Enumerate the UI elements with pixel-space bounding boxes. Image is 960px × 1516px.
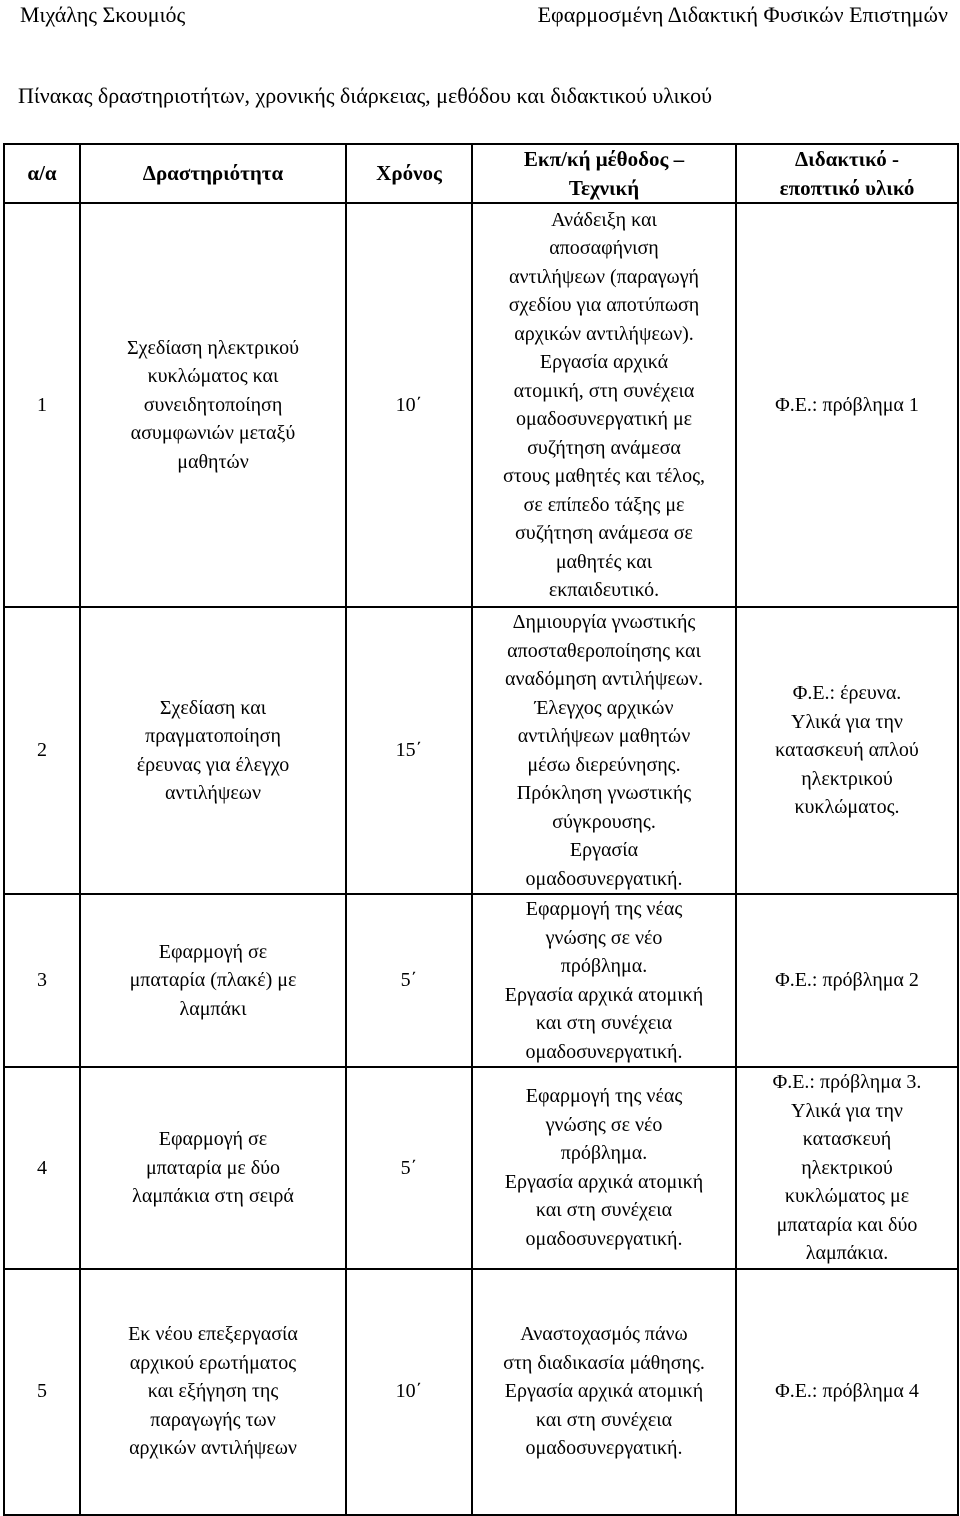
activity-line: Σχεδίαση ηλεκτρικού [126,336,299,359]
header-activity: Δραστηριότητα [80,144,346,203]
method-line: ομαδοσυνεργατική. [525,1227,683,1250]
activity-line: κυκλώματος και [147,365,279,388]
activity-line: συνειδητοποίηση [143,393,283,416]
material-line: Υλικά για την [791,710,903,733]
method-line: Εργασία [569,839,639,861]
cell-num: 4 [4,1067,80,1269]
method-line: Δημιουργία γνωστικής [512,611,696,633]
cell-activity [80,203,346,607]
material-line: Φ.Ε.: πρόβλημα 2 [775,969,919,992]
cell-time: 15΄ [346,607,472,894]
header-material-line2: εποπτικό υλικό [779,175,915,200]
method-line: πρόβλημα. [560,955,648,977]
activity-line: ασυμφωνιών μεταξύ [130,422,296,445]
material-line: Φ.Ε.: πρόβλημα 3. [772,1071,922,1093]
activity-line: πραγματοποίηση [145,725,281,747]
header-material-line1: Διδακτικό - [795,147,899,171]
cell-time: 5΄ [346,894,472,1067]
method-line: ομαδοσυνεργατική. [525,1040,683,1063]
method-line: σε επίπεδο τάξης με [523,493,685,516]
activity-line: μαθητών [177,450,249,473]
cell-time: 10΄ [346,203,472,607]
material-line: ηλεκτρικού [801,767,893,790]
cell-time: 10΄ [346,1269,472,1515]
cell-method [472,203,736,607]
method-line: Έλεγχος αρχικών [534,696,674,719]
cell-material [736,607,958,894]
method-line: γνώσης σε νέο [545,926,663,949]
method-line: Εργασία αρχικά ατομική [504,1380,704,1403]
header-num: α/α [4,144,80,203]
method-line: εκπαιδευτικό. [548,579,660,601]
method-line: μαθητές και [555,550,653,573]
method-line: αποσαφήνιση [549,237,659,259]
method-line: Πρόκληση γνωστικής [516,782,692,804]
method-line: σχεδίου για αποτύπωση [508,294,700,316]
cell-method [472,607,736,894]
method-line: αντιλήψεων (παραγωγή [508,265,700,288]
header-material [736,144,958,203]
cell-method [472,894,736,1067]
activity-line: Εφαρμογή σε [158,1128,268,1150]
table-header-row [4,144,958,203]
method-line: πρόβλημα. [560,1142,648,1165]
method-line: σύγκρουσης. [552,810,656,833]
material-line: Φ.Ε.: πρόβλημα 1 [775,393,919,416]
method-line: Εργασία αρχικά [539,351,669,373]
activity-line: έρευνας για έλεγχο [136,753,290,776]
cell-method [472,1067,736,1269]
material-line: κατασκευή [802,1128,892,1150]
table-caption: Πίνακας δραστηριοτήτων, χρονικής διάρκειας, μεθόδου και διδακτικού υλικού [18,83,713,108]
activity-line: παραγωγής των [150,1408,276,1431]
material-line: μπαταρία και δύο [776,1213,918,1236]
table-row [4,894,958,1067]
author-name: Μιχάλης Σκουμιός [20,2,186,27]
activity-line: λαμπάκια στη σειρά [132,1185,294,1207]
table-row [4,1067,958,1269]
cell-material [736,1269,958,1515]
method-line: Εργασία αρχικά ατομική [504,983,704,1006]
header-method [472,144,736,203]
material-line: Φ.Ε.: έρευνα. [792,682,902,705]
method-line: αρχικών αντιλήψεων). [514,322,694,345]
activity-line: λαμπάκι [179,997,247,1020]
method-line: και στη συνέχεια [535,1012,673,1034]
cell-num: 3 [4,894,80,1067]
activity-line: αντιλήψεων [164,782,262,804]
cell-method [472,1269,736,1515]
method-line: ομαδοσυνεργατική με [515,408,693,430]
material-line: Φ.Ε.: πρόβλημα 4 [775,1380,919,1403]
activity-line: Σχεδίαση και [159,696,267,719]
material-line: λαμπάκια. [805,1242,889,1264]
cell-activity [80,1269,346,1515]
material-line: κυκλώματος. [794,796,900,819]
method-line: και στη συνέχεια [535,1199,673,1222]
activity-line: μπαταρία (πλακέ) με [129,969,297,992]
cell-num: 1 [4,203,80,607]
header-method-line1: Εκπ/κή μέθοδος – [523,147,685,171]
cell-material [736,894,958,1067]
method-line: Ανάδειξη και [551,208,657,231]
method-line: γνώσης σε νέο [545,1113,663,1136]
header-time: Χρόνος [346,144,472,203]
method-line: αντιλήψεων μαθητών [517,725,691,747]
method-line: αναδόμηση αντιλήψεων. [505,668,703,690]
method-line: ομαδοσυνεργατική. [525,867,683,890]
header-method-line2: Τεχνική [568,175,640,200]
material-line: ηλεκτρικού [801,1156,893,1179]
method-line: συζήτηση ανάμεσα [527,436,681,459]
method-line: μέσω διερεύνησης. [527,753,681,776]
table-row [4,203,958,607]
material-line: Υλικά για την [791,1099,903,1122]
cell-material [736,203,958,607]
activity-line: και εξήγηση της [147,1380,279,1403]
activities-table [3,143,959,1516]
cell-activity [80,1067,346,1269]
method-line: αποσταθεροποίησης και [507,639,701,662]
method-line: στη διαδικασία μάθησης. [503,1351,705,1374]
method-line: Αναστοχασμός πάνω [520,1323,688,1346]
cell-num: 2 [4,607,80,894]
method-line: Εργασία αρχικά ατομική [504,1170,704,1193]
method-line: Εφαρμογή της νέας [525,1085,683,1108]
cell-num: 5 [4,1269,80,1515]
cell-activity [80,607,346,894]
activity-line: αρχικού ερωτήματος [129,1351,297,1374]
method-line: στους μαθητές και τέλος, [502,465,706,487]
table-row [4,1269,958,1515]
method-line: ατομική, στη συνέχεια [513,379,695,402]
activity-line: μπαταρία με δύο [145,1156,281,1179]
method-line: συζήτηση ανάμεσα σε [515,522,693,544]
method-line: ομαδοσυνεργατική. [525,1437,683,1460]
activity-line: Εφαρμογή σε [158,940,268,963]
table-row [4,607,958,894]
cell-material [736,1067,958,1269]
activity-line: αρχικών αντιλήψεων [129,1437,297,1460]
method-line: και στη συνέχεια [535,1408,673,1431]
cell-time: 5΄ [346,1067,472,1269]
course-title: Εφαρμοσμένη Διδακτική Φυσικών Επιστημών [537,2,948,27]
activity-line: Εκ νέου επεξεργασία [128,1323,298,1346]
method-line: Εφαρμογή της νέας [525,898,683,920]
cell-activity [80,894,346,1067]
material-line: κυκλώματος με [784,1185,910,1207]
material-line: κατασκευή απλού [775,739,919,762]
